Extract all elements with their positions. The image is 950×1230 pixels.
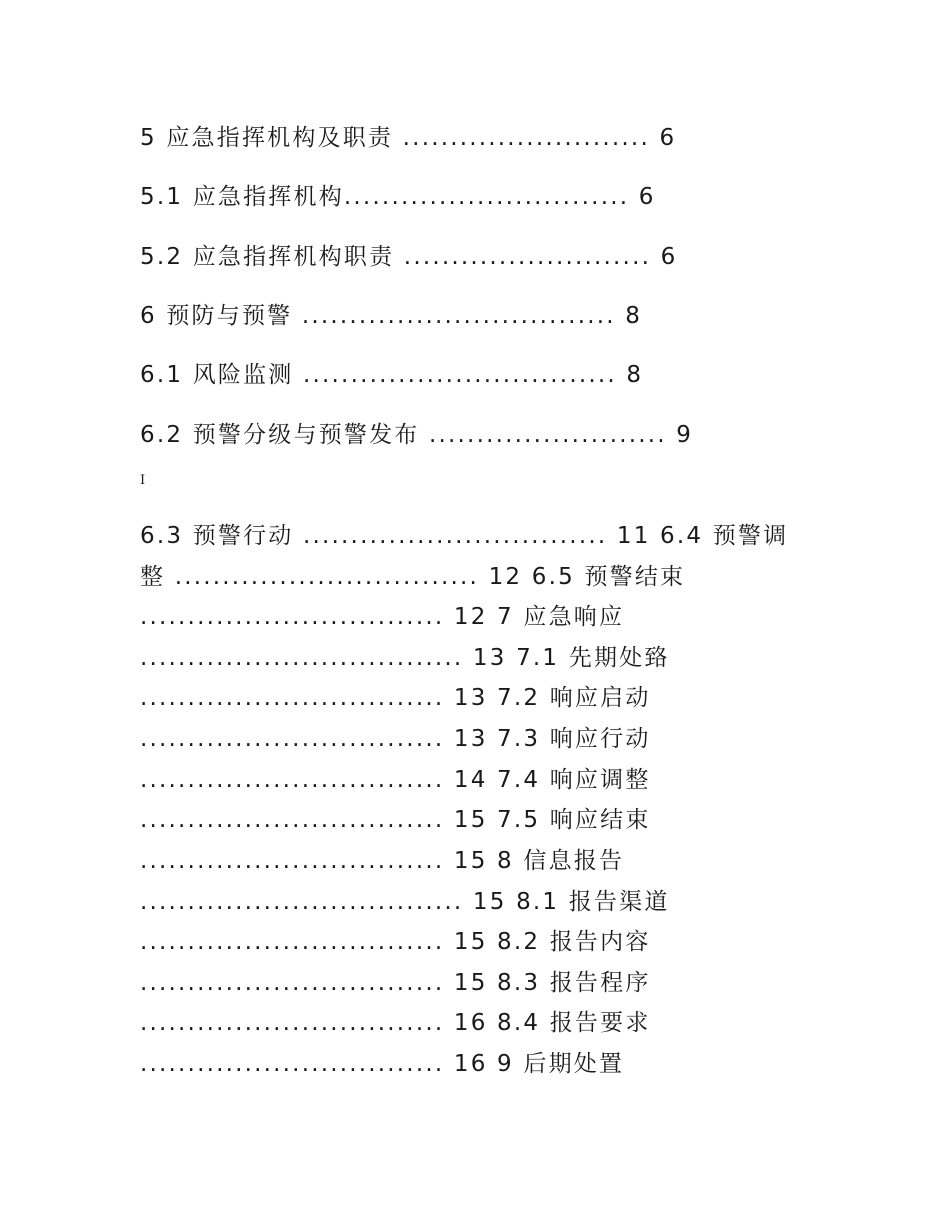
toc-entry-title: 6.2 预警分级与预警发布 (140, 422, 420, 448)
toc-entry-page: 8 (616, 362, 644, 388)
toc-entry-page: 6 (651, 244, 678, 270)
toc-entry-title: 5.1 应急指挥机构 (140, 184, 344, 210)
toc-entry-leader: .............................. (343, 184, 630, 210)
toc-run-line: ................................ 15 8.2 报告内容 (140, 929, 651, 955)
toc-entry-leader: .......................... (393, 125, 650, 151)
toc-run-line: 6.3 预警行动 ................................ 11 6.4 预警调 (140, 523, 789, 549)
toc-run-line: ................................ 16 8.4 报告要求 (140, 1010, 651, 1036)
toc-run-line: ................................ 13 7.2 响应启动 (140, 685, 651, 711)
toc-run-line: ................................ 14 7.4 响应调整 (140, 767, 651, 793)
toc-entry-title: 6 预防与预警 (140, 303, 293, 329)
toc-run-line: 整 ................................ 12 6.5 预警结束 (140, 564, 686, 590)
toc-entry-5-1 (140, 182, 656, 212)
toc-entry-6-2 (140, 420, 693, 450)
toc-run-line: .................................. 13 7.1 先期处臵 (140, 645, 670, 671)
toc-entry-page: 6 (649, 125, 677, 151)
toc-run-line: ................................ 15 8 信息报告 (140, 848, 625, 874)
toc-entry-leader: ......................... (419, 422, 667, 448)
toc-entry-6-1 (140, 360, 643, 390)
toc-run-line: ................................ 13 7.3 响应行动 (140, 726, 651, 752)
toc-run-line: ................................ 15 7.5 响应结束 (140, 807, 651, 833)
toc-entry-page: 6 (629, 184, 656, 210)
toc-run-line: ................................ 15 8.3 报告程序 (140, 970, 651, 996)
toc-run-line: ................................ 12 7 应急响应 (140, 604, 625, 630)
toc-run-line: .................................. 15 8.1 报告渠道 (140, 889, 670, 915)
page-marker: I (140, 473, 146, 488)
toc-entry-title: 5 应急指挥机构及职责 (140, 125, 394, 151)
toc-entry-page: 9 (666, 422, 694, 448)
toc-run-line: ................................ 16 9 后期处置 (140, 1051, 625, 1077)
toc-entry-page: 8 (615, 303, 643, 329)
toc-entry-5 (140, 123, 676, 153)
toc-entry-leader: .......................... (394, 244, 652, 270)
toc-entry-leader: ................................. (292, 303, 616, 329)
toc-entry-title: 6.1 风险监测 (140, 362, 294, 388)
toc-entry-5-2 (140, 242, 677, 272)
toc-entry-title: 5.2 应急指挥机构职责 (140, 244, 395, 270)
toc-entry-6 (140, 301, 642, 331)
toc-entry-leader: ................................. (293, 362, 617, 388)
